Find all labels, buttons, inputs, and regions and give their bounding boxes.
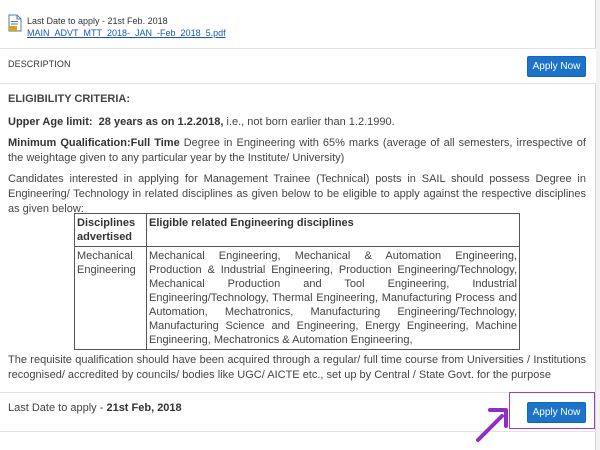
eligibility-content bbox=[8, 90, 586, 217]
attachment-last-date: Last Date to apply - 21st Feb. 2018 bbox=[27, 16, 168, 26]
attachment-section bbox=[0, 0, 596, 44]
pdf-file-icon bbox=[8, 14, 22, 32]
footer-last-date bbox=[8, 402, 182, 414]
description-row bbox=[0, 48, 596, 84]
requisite-qualification-text: The requisite qualification should have been acquired through a regular/ full time course from Universities / Institutions recognised/ accredited by councils/ bodies like UGC/ AICTE etc., set up by Central / State Govt. for the purpose bbox=[8, 354, 586, 381]
footer-last-date-value: 21st Feb, 2018 bbox=[106, 402, 182, 414]
footer-last-date-prefix: Last Date to apply - bbox=[8, 402, 107, 414]
table-header-row bbox=[75, 214, 520, 247]
pointer-arrow-icon bbox=[468, 396, 528, 446]
upper-age-value: 28 years as on 1.2.2018, bbox=[98, 116, 224, 128]
min-qual-label: Minimum Qualification:Full Time bbox=[8, 137, 180, 149]
description-label: DESCRIPTION bbox=[8, 59, 71, 69]
discipline-cell: Mechanical Engineering bbox=[75, 247, 147, 350]
disciplines-table bbox=[74, 213, 520, 350]
upper-age-note: i.e., not born earlier than 1.2.1990. bbox=[223, 116, 395, 128]
minimum-qualification bbox=[8, 136, 586, 166]
header-disciplines-advertised: Disciplines advertised bbox=[75, 214, 147, 247]
min-qual-text: Degree in Engineering with 65% marks (average of all semesters, irrespective of the weightage given to any particular year by the Institute/ University) bbox=[8, 137, 586, 164]
header-eligible-disciplines: Eligible related Engineering disciplines bbox=[147, 214, 520, 247]
table-row bbox=[75, 247, 520, 350]
pdf-download-link[interactable]: MAIN_ADVT_MTT_2018-_JAN_-Feb_2018_5.pdf bbox=[27, 28, 226, 38]
upper-age-label: Upper Age limit: bbox=[8, 116, 93, 128]
divider bbox=[0, 392, 596, 393]
candidates-paragraph: Candidates interested in applying for Management Trainee (Technical) posts in SAIL should possess Degree in Engineering/ Technology in related disciplines as given below to be eligible to apply against the respective disciplines as given below: bbox=[8, 173, 586, 215]
eligibility-title: ELIGIBILITY CRITERIA: bbox=[8, 93, 131, 105]
eligible-disciplines-cell: Mechanical Engineering, Mechanical & Automation Engineering, Production & Industrial Engineering, Production Engineering/Technology, Mechanical Production and Tool Engineering, Industrial Engineering/Technology, Thermal Engineering, Manufacturing Process and Automation, Mechatronics, Manufacturing Engineering/Technology, Manufacturing Science and Engineering, Energy Engineering, Machine Engineering, Mechatronics & Automation Engineering, bbox=[147, 247, 520, 350]
upper-age-limit bbox=[8, 115, 586, 130]
apply-now-button-top[interactable]: Apply Now bbox=[527, 56, 586, 77]
apply-now-button-bottom[interactable]: Apply Now bbox=[527, 402, 586, 423]
